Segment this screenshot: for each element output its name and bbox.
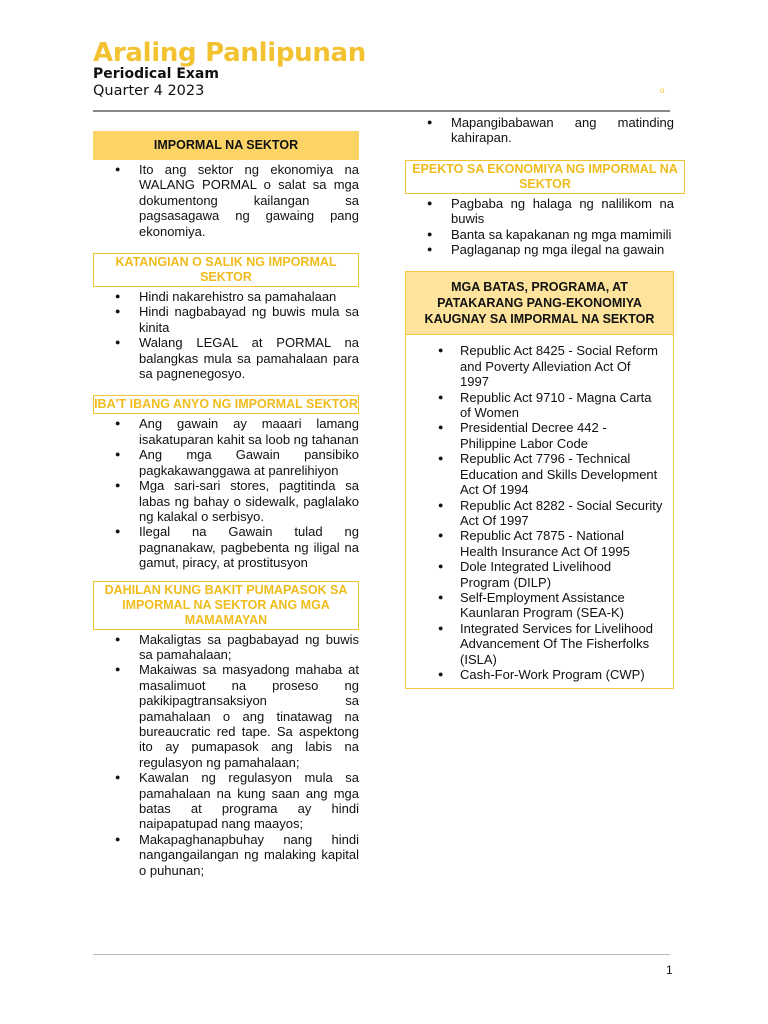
list-katangian bbox=[93, 289, 359, 381]
list-item: ● Presidential Decree 442 - Philippine Labor Code bbox=[406, 420, 663, 451]
list-item: ● Republic Act 7796 - Technical Education and Skills Development Act Of 1994 bbox=[406, 451, 663, 497]
list-impormal bbox=[93, 162, 359, 239]
list-batas bbox=[406, 343, 663, 682]
heading-epekto: EPEKTO SA EKONOMIYA NG IMPORMAL NA SEKTOR bbox=[405, 160, 685, 194]
list-item: ● Self-Employment Assistance Kaunlaran Program (SEA-K) bbox=[406, 590, 663, 621]
list-item: ● Hindi nagbabayad ng buwis mula sa kinita bbox=[93, 304, 359, 335]
list-dahilan-continued bbox=[405, 115, 674, 146]
list-item: ● Paglaganap ng mga ilegal na gawain bbox=[405, 242, 674, 257]
list-item: ● Ilegal na Gawain tulad ng pagnanakaw, pagbebenta ng iligal na gamut, piracy, at prostitusyon bbox=[93, 524, 359, 570]
list-item: ● Hindi nakarehistro sa pamahalaan bbox=[93, 289, 359, 304]
list-item: ● Republic Act 9710 - Magna Carta of Women bbox=[406, 390, 663, 421]
heading-batas: MGA BATAS, PROGRAMA, AT PATAKARANG PANG-EKONOMIYA KAUGNAY SA IMPORMAL NA SEKTOR bbox=[405, 271, 674, 335]
list-item: ● Makapaghanapbuhay nang hindi nangangailangan ng malaking kapital o puhunan; bbox=[93, 832, 359, 878]
page-number: 1 bbox=[666, 963, 673, 977]
list-item: ● Dole Integrated Livelihood Program (DILP) bbox=[406, 559, 663, 590]
list-item: ● Integrated Services for Livelihood Advancement Of The Fisherfolks (ISLA) bbox=[406, 621, 663, 667]
list-item: ● Ito ang sektor ng ekonomiya na WALANG PORMAL o salat sa mga dokumentong kailangan sa pagsasagawa ng gawaing pang ekonomiya. bbox=[93, 162, 359, 239]
list-dahilan bbox=[93, 632, 359, 879]
list-item: ● Kawalan ng regulasyon mula sa pamahalaan na kung saan ang mga batas at programa ay hindi naipapatupad nang maayos; bbox=[93, 770, 359, 832]
list-item: ● Republic Act 8425 - Social Reform and Poverty Alleviation Act Of 1997 bbox=[406, 343, 663, 389]
right-column bbox=[405, 115, 678, 689]
list-item: ● Makaiwas sa masyadong mahaba at masalimuot na proseso ng pakikipagtransaksiyon sa pamahalaan o ang tinatawag na bureaucratic red tape. Sa aspektong ito ay pumapasok ang labis na regulasyon ng pamahalaan; bbox=[93, 662, 359, 770]
list-item: ● Walang LEGAL at PORMAL na balangkas mula sa pamahalaan para sa pagnenegosyo. bbox=[93, 335, 359, 381]
heading-anyo: IBA'T IBANG ANYO NG IMPORMAL SEKTOR bbox=[93, 395, 359, 414]
heading-impormal-na-sektor: IMPORMAL NA SEKTOR bbox=[93, 131, 359, 160]
list-item: ● Republic Act 7875 - National Health Insurance Act Of 1995 bbox=[406, 528, 663, 559]
list-item: ● Republic Act 8282 - Social Security Act Of 1997 bbox=[406, 498, 663, 529]
decorative-mark: o bbox=[660, 86, 665, 95]
list-item: ● Cash-For-Work Program (CWP) bbox=[406, 667, 663, 682]
list-item: ● Mapangibabawan ang matinding kahirapan. bbox=[405, 115, 674, 146]
left-column bbox=[93, 131, 359, 878]
list-item: ● Ang gawain ay maaari lamang isakatuparan kahit sa loob ng tahanan bbox=[93, 416, 359, 447]
batas-box bbox=[405, 335, 674, 689]
heading-dahilan: DAHILAN KUNG BAKIT PUMAPASOK SA IMPORMAL NA SEKTOR ANG MGA MAMAMAYAN bbox=[93, 581, 359, 630]
header-divider bbox=[93, 110, 670, 112]
heading-katangian: KATANGIAN O SALIK NG IMPORMAL SEKTOR bbox=[93, 253, 359, 287]
page-title: Araling Panlipunan bbox=[93, 38, 367, 68]
list-epekto bbox=[405, 196, 674, 258]
list-item: ● Mga sari-sari stores, pagtitinda sa labas ng bahay o sidewalk, paglalako ng kalakal o serbisyo. bbox=[93, 478, 359, 524]
list-item: ● Banta sa kapakanan ng mga mamimili bbox=[405, 227, 674, 242]
list-item: ● Pagbaba ng halaga ng nalilikom na buwis bbox=[405, 196, 674, 227]
page-subtitle: Periodical Exam bbox=[93, 66, 219, 82]
list-item: ● Ang mga Gawain pansibiko pagkakawanggawa at panrelihiyon bbox=[93, 447, 359, 478]
list-item: ● Makaligtas sa pagbabayad ng buwis sa pamahalaan; bbox=[93, 632, 359, 663]
list-anyo bbox=[93, 416, 359, 570]
footer-divider bbox=[93, 954, 670, 955]
quarter-label: Quarter 4 2023 bbox=[93, 83, 205, 99]
